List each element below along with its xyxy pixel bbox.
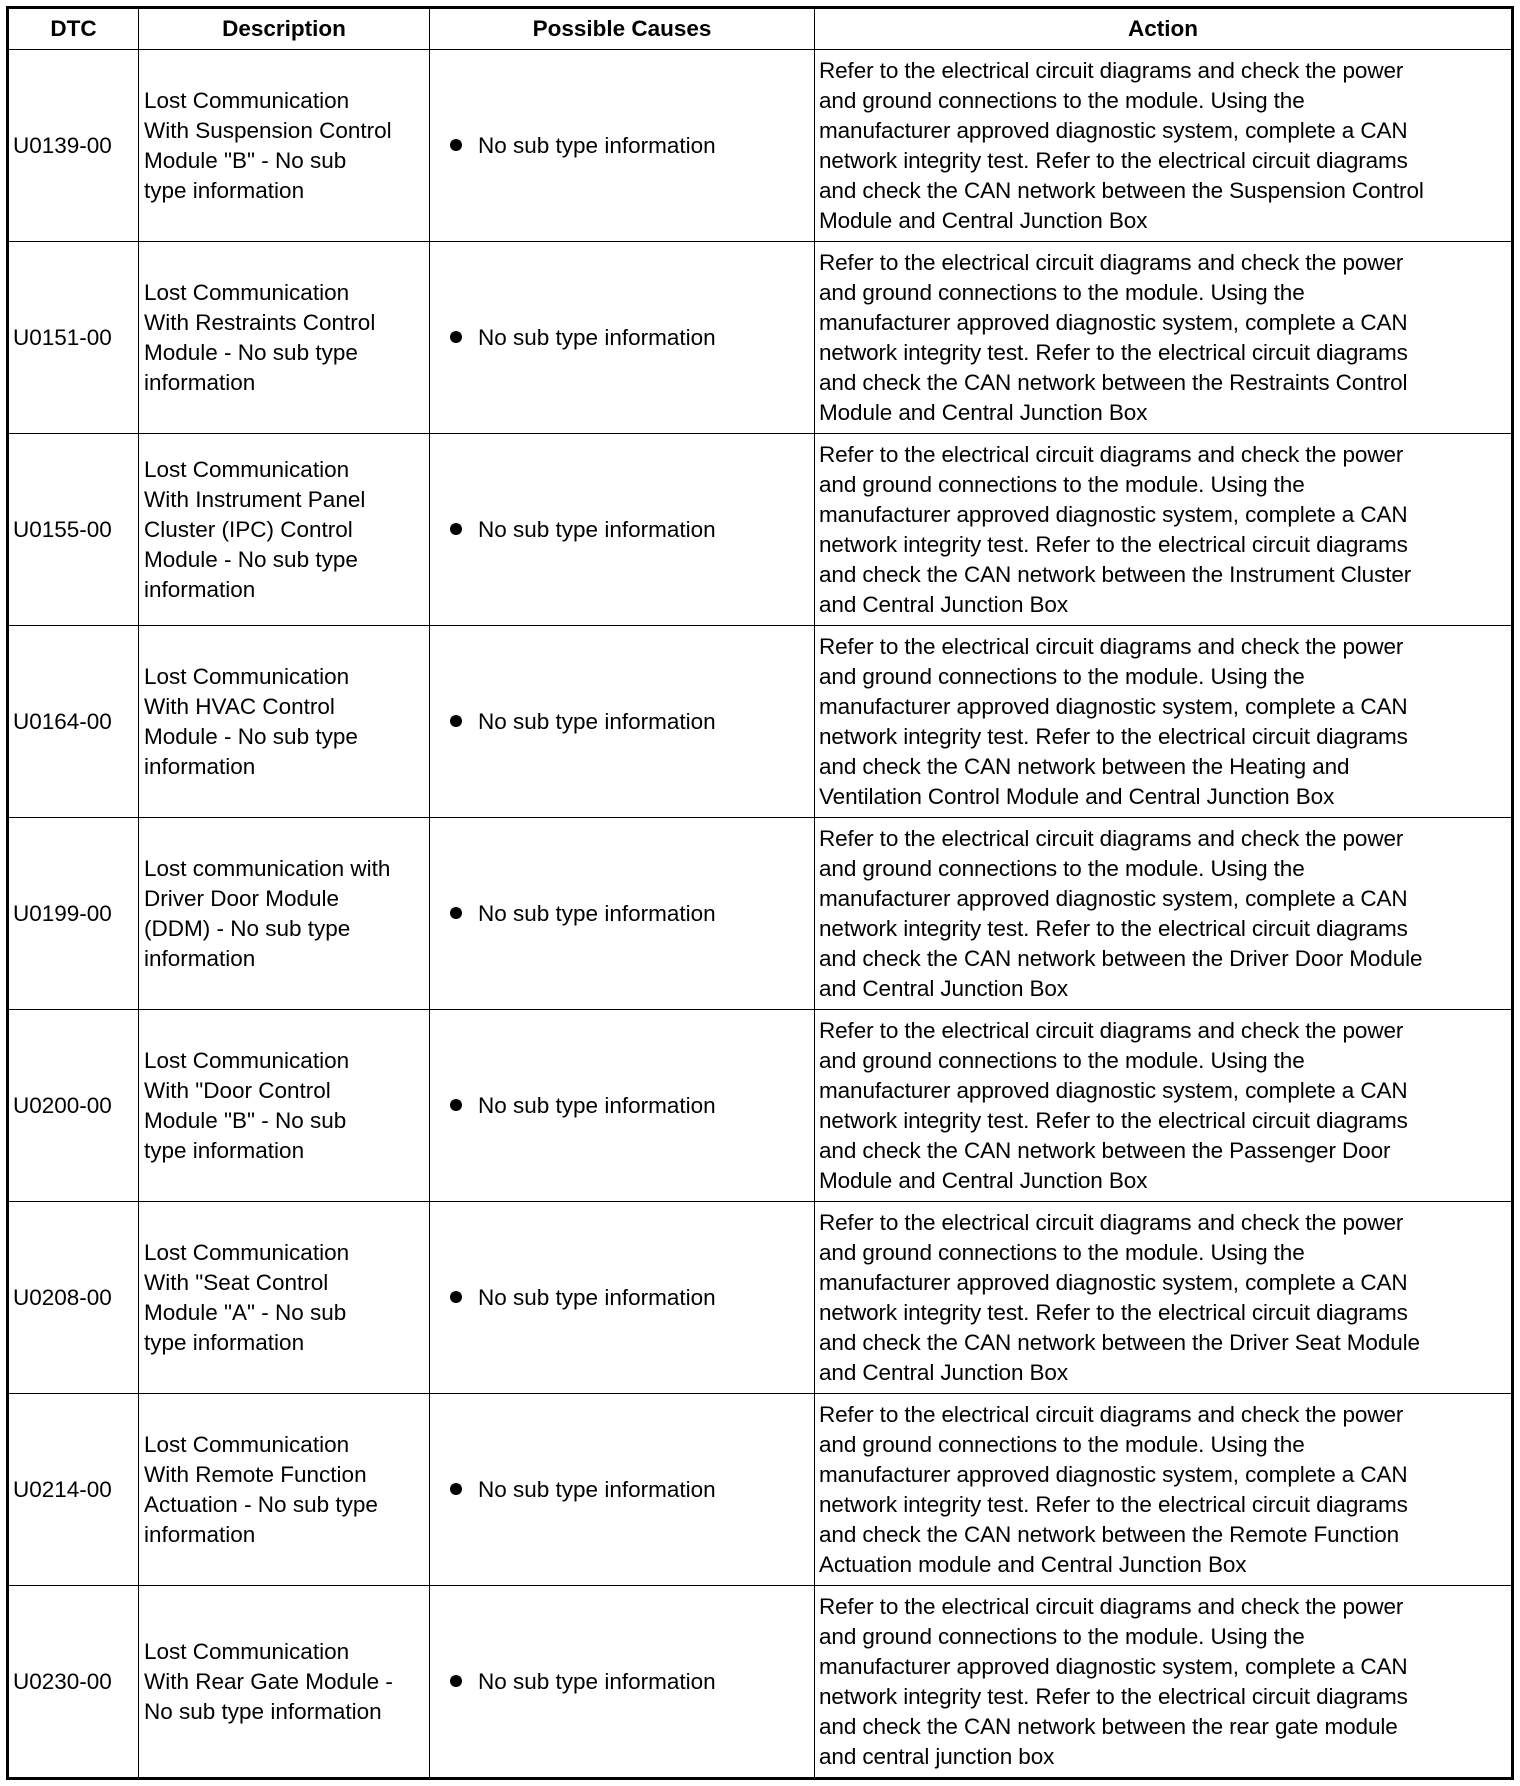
- table-row: [8, 50, 1513, 242]
- description-cell: Lost communication with Driver Door Module (DDM) - No sub type information: [139, 818, 430, 1010]
- description-cell: Lost Communication With "Seat Control Module "A" - No sub type information: [139, 1202, 430, 1394]
- dtc-code: U0230-00: [8, 1586, 139, 1779]
- cause-text: No sub type information: [478, 1476, 716, 1502]
- dtc-code: U0139-00: [8, 50, 139, 242]
- dtc-code: U0200-00: [8, 1010, 139, 1202]
- bullet-icon: [450, 907, 462, 919]
- action-cell: Refer to the electrical circuit diagrams and check the power and ground connections to the module. Using the manufacturer approved diagnostic system, complete a CAN network integrity test. Refer to the electrical circuit diagrams and check the CAN network between the Remote Function Actuation module and Central Junction Box: [815, 1394, 1513, 1586]
- possible-causes-cell: [430, 818, 815, 1010]
- header-possible-causes: Possible Causes: [430, 8, 815, 50]
- cause-text: No sub type information: [478, 1092, 716, 1118]
- header-description: Description: [139, 8, 430, 50]
- action-cell: Refer to the electrical circuit diagrams and check the power and ground connections to the module. Using the manufacturer approved diagnostic system, complete a CAN network integrity test. Refer to the electrical circuit diagrams and check the CAN network between the Driver Door Module and Central Junction Box: [815, 818, 1513, 1010]
- bullet-icon: [450, 1483, 462, 1495]
- cause-text: No sub type information: [478, 900, 716, 926]
- action-cell: Refer to the electrical circuit diagrams and check the power and ground connections to the module. Using the manufacturer approved diagnostic system, complete a CAN network integrity test. Refer to the electrical circuit diagrams and check the CAN network between the rear gate module and central junction box: [815, 1586, 1513, 1779]
- cause-text: No sub type information: [478, 1284, 716, 1310]
- bullet-icon: [450, 715, 462, 727]
- possible-causes-cell: [430, 434, 815, 626]
- action-cell: Refer to the electrical circuit diagrams and check the power and ground connections to the module. Using the manufacturer approved diagnostic system, complete a CAN network integrity test. Refer to the electrical circuit diagrams and check the CAN network between the Heating and Ventilation Control Module and Central Junction Box: [815, 626, 1513, 818]
- bullet-icon: [450, 1291, 462, 1303]
- table-row: [8, 434, 1513, 626]
- header-row: [8, 8, 1513, 50]
- table-row: [8, 1586, 1513, 1779]
- dtc-table: [6, 6, 1514, 1780]
- table-row: [8, 242, 1513, 434]
- bullet-icon: [450, 331, 462, 343]
- description-cell: Lost Communication With "Door Control Module "B" - No sub type information: [139, 1010, 430, 1202]
- description-cell: Lost Communication With Suspension Control Module "B" - No sub type information: [139, 50, 430, 242]
- possible-causes-cell: [430, 1202, 815, 1394]
- dtc-code: U0155-00: [8, 434, 139, 626]
- bullet-icon: [450, 1675, 462, 1687]
- dtc-code: U0151-00: [8, 242, 139, 434]
- description-cell: Lost Communication With Instrument Panel Cluster (IPC) Control Module - No sub type information: [139, 434, 430, 626]
- table-row: [8, 1394, 1513, 1586]
- description-cell: Lost Communication With HVAC Control Module - No sub type information: [139, 626, 430, 818]
- action-cell: Refer to the electrical circuit diagrams and check the power and ground connections to the module. Using the manufacturer approved diagnostic system, complete a CAN network integrity test. Refer to the electrical circuit diagrams and check the CAN network between the Suspension Control Module and Central Junction Box: [815, 50, 1513, 242]
- cause-text: No sub type information: [478, 1668, 716, 1694]
- cause-text: No sub type information: [478, 516, 716, 542]
- bullet-icon: [450, 1099, 462, 1111]
- dtc-code: U0199-00: [8, 818, 139, 1010]
- dtc-code: U0208-00: [8, 1202, 139, 1394]
- possible-causes-cell: [430, 1010, 815, 1202]
- description-cell: Lost Communication With Rear Gate Module - No sub type information: [139, 1586, 430, 1779]
- action-cell: Refer to the electrical circuit diagrams and check the power and ground connections to the module. Using the manufacturer approved diagnostic system, complete a CAN network integrity test. Refer to the electrical circuit diagrams and check the CAN network between the Restraints Control Module and Central Junction Box: [815, 242, 1513, 434]
- action-cell: Refer to the electrical circuit diagrams and check the power and ground connections to the module. Using the manufacturer approved diagnostic system, complete a CAN network integrity test. Refer to the electrical circuit diagrams and check the CAN network between the Driver Seat Module and Central Junction Box: [815, 1202, 1513, 1394]
- possible-causes-cell: [430, 626, 815, 818]
- header-dtc: DTC: [8, 8, 139, 50]
- cause-text: No sub type information: [478, 132, 716, 158]
- cause-text: No sub type information: [478, 324, 716, 350]
- bullet-icon: [450, 523, 462, 535]
- possible-causes-cell: [430, 242, 815, 434]
- action-cell: Refer to the electrical circuit diagrams and check the power and ground connections to the module. Using the manufacturer approved diagnostic system, complete a CAN network integrity test. Refer to the electrical circuit diagrams and check the CAN network between the Passenger Door Module and Central Junction Box: [815, 1010, 1513, 1202]
- header-action: Action: [815, 8, 1513, 50]
- dtc-code: U0164-00: [8, 626, 139, 818]
- table-row: [8, 1010, 1513, 1202]
- action-cell: Refer to the electrical circuit diagrams and check the power and ground connections to the module. Using the manufacturer approved diagnostic system, complete a CAN network integrity test. Refer to the electrical circuit diagrams and check the CAN network between the Instrument Cluster and Central Junction Box: [815, 434, 1513, 626]
- table-row: [8, 818, 1513, 1010]
- bullet-icon: [450, 139, 462, 151]
- table-row: [8, 1202, 1513, 1394]
- cause-text: No sub type information: [478, 708, 716, 734]
- table-row: [8, 626, 1513, 818]
- possible-causes-cell: [430, 1586, 815, 1779]
- possible-causes-cell: [430, 1394, 815, 1586]
- dtc-code: U0214-00: [8, 1394, 139, 1586]
- description-cell: Lost Communication With Restraints Control Module - No sub type information: [139, 242, 430, 434]
- description-cell: Lost Communication With Remote Function Actuation - No sub type information: [139, 1394, 430, 1586]
- possible-causes-cell: [430, 50, 815, 242]
